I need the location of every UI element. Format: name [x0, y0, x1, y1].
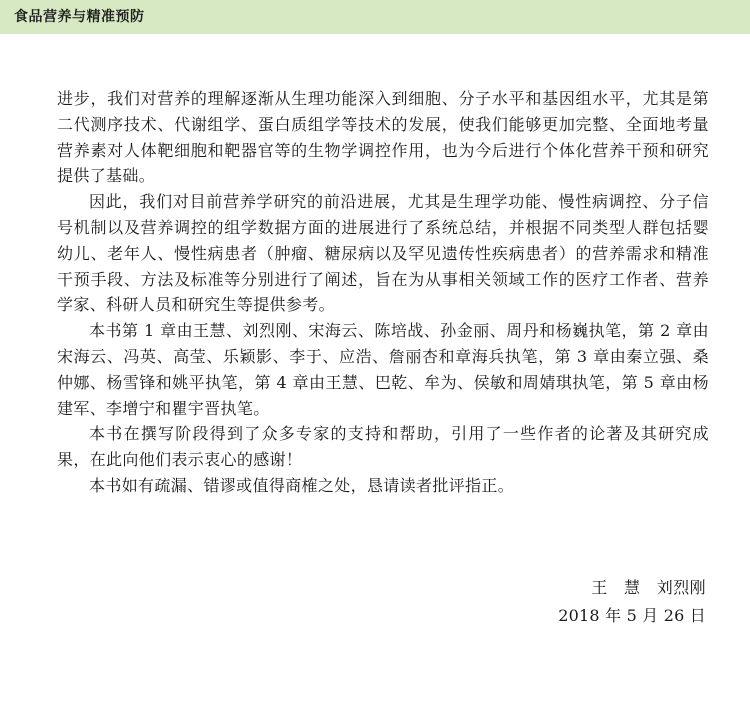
signature-names: 王 慧 刘烈刚: [591, 578, 706, 597]
paragraph-acknowledgement: 本书在撰写阶段得到了众多专家的支持和帮助，引用了一些作者的论著及其研究成果，在此向他们表示衷心的感谢！: [57, 424, 709, 470]
preface-body: [57, 86, 709, 499]
paragraph-authors: 本书第 1 章由王慧、刘烈刚、宋海云、陈培战、孙金丽、周丹和杨巍执笔，第 2 章由宋海云、冯英、高莹、乐颖影、李于、应浩、詹丽杏和章海兵执笔，第 3 章由秦立强、桑仲娜、杨雪锋和姚平执笔，第 4 章由王慧、巴乾、牟为、侯敏和周婧琪执笔，第 5 章由杨建军、李增宁和瞿宇晋执笔。: [57, 321, 709, 418]
paragraph-continuation: 进步，我们对营养的理解逐渐从生理功能深入到细胞、分子水平和基因组水平，尤其是第二代测序技术、代谢组学、蛋白质组学等技术的发展，使我们能够更加完整、全面地考量营养素对人体靶细胞和靶器官等的生物学调控作用，也为今后进行个体化营养干预和研究提供了基础。: [57, 89, 709, 186]
running-header-band: [0, 0, 750, 34]
paragraph-request-corrections: 本书如有疏漏、错谬或值得商榷之处，恳请读者批评指正。: [89, 475, 515, 495]
running-header-title: 食品营养与精准预防: [14, 9, 145, 25]
paragraph-summary: 因此，我们对目前营养学研究的前沿进展，尤其是生理学功能、慢性病调控、分子信号机制以及营养调控的组学数据方面的进展进行了系统总结，并根据不同类型人群包括婴幼儿、老年人、慢性病患者（肿瘤、糖尿病以及罕见遗传性疾病患者）的营养需求和精准干预手段、方法及标准等分别进行了阐述，旨在为从事相关领域工作的医疗工作者、营养学家、科研人员和研究生等提供参考。: [57, 192, 709, 315]
signature-date: 2018 年 5 月 26 日: [558, 606, 706, 625]
